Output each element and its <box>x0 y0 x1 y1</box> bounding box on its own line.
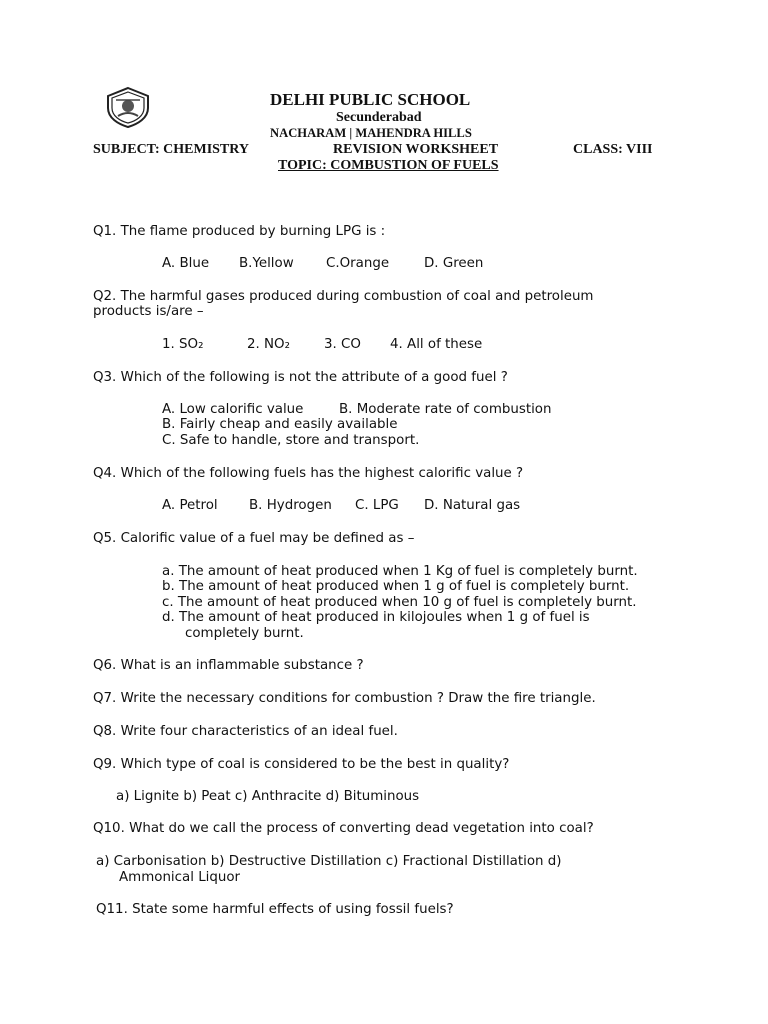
question-2: Q2. The harmful gases produced during combustion of coal and petroleum <box>93 289 594 304</box>
topic-title: TOPIC: COMBUSTION OF FUELS <box>278 158 499 173</box>
question-7: Q7. Write the necessary conditions for combustion ? Draw the fire triangle. <box>93 691 596 706</box>
school-name: DELHI PUBLIC SCHOOL <box>270 90 471 109</box>
q10-options-cont: Ammonical Liquor <box>119 870 241 885</box>
q2-option-2: 2. NO₂ <box>247 337 290 352</box>
q2-option-3: 3. CO <box>324 337 361 352</box>
question-10: Q10. What do we call the process of converting dead vegetation into coal? <box>93 821 594 836</box>
q2-option-4: 4. All of these <box>390 337 483 352</box>
question-2-cont: products is/are – <box>93 304 204 319</box>
q1-option-d: D. Green <box>424 256 484 271</box>
q4-option-d: D. Natural gas <box>424 498 521 513</box>
q4-option-b: B. Hydrogen <box>249 498 332 513</box>
question-4: Q4. Which of the following fuels has the highest calorific value ? <box>93 466 524 481</box>
school-branch: NACHARAM | MAHENDRA HILLS <box>270 126 472 140</box>
class-label: CLASS: VIII <box>573 142 653 157</box>
q1-option-b: B.Yellow <box>239 256 294 271</box>
q4-option-c: C. LPG <box>355 498 399 513</box>
q3-option-a: A. Low calorific value <box>162 402 304 417</box>
question-11: Q11. State some harmful effects of using fossil fuels? <box>96 902 454 917</box>
question-6: Q6. What is an inflammable substance ? <box>93 658 364 673</box>
question-8: Q8. Write four characteristics of an ideal fuel. <box>93 724 398 739</box>
q10-options: a) Carbonisation b) Destructive Distillation c) Fractional Distillation d) <box>96 854 562 869</box>
q9-options: a) Lignite b) Peat c) Anthracite d) Bituminous <box>116 789 420 804</box>
q5-option-b: b. The amount of heat produced when 1 g of fuel is completely burnt. <box>162 579 630 594</box>
q5-option-d: d. The amount of heat produced in kilojoules when 1 g of fuel is <box>162 610 590 625</box>
q3-option-b2: B. Fairly cheap and easily available <box>162 417 398 432</box>
question-5: Q5. Calorific value of a fuel may be defined as – <box>93 531 415 546</box>
question-9: Q9. Which type of coal is considered to be the best in quality? <box>93 757 510 772</box>
q2-option-1: 1. SO₂ <box>162 337 204 352</box>
q1-option-c: C.Orange <box>326 256 390 271</box>
q4-option-a: A. Petrol <box>162 498 218 513</box>
question-1: Q1. The flame produced by burning LPG is : <box>93 224 386 239</box>
q5-option-d-cont: completely burnt. <box>185 626 304 641</box>
q3-option-c: C. Safe to handle, store and transport. <box>162 433 420 448</box>
question-3: Q3. Which of the following is not the attribute of a good fuel ? <box>93 370 508 385</box>
school-logo <box>104 86 152 128</box>
q1-option-a: A. Blue <box>162 256 210 271</box>
q5-option-c: c. The amount of heat produced when 10 g of fuel is completely burnt. <box>162 595 637 610</box>
school-city: Secunderabad <box>336 110 422 125</box>
q5-option-a: a. The amount of heat produced when 1 Kg of fuel is completely burnt. <box>162 564 638 579</box>
q3-option-b: B. Moderate rate of combustion <box>339 402 552 417</box>
subject-label: SUBJECT: CHEMISTRY <box>93 142 249 157</box>
worksheet-label: REVISION WORKSHEET <box>333 142 499 157</box>
